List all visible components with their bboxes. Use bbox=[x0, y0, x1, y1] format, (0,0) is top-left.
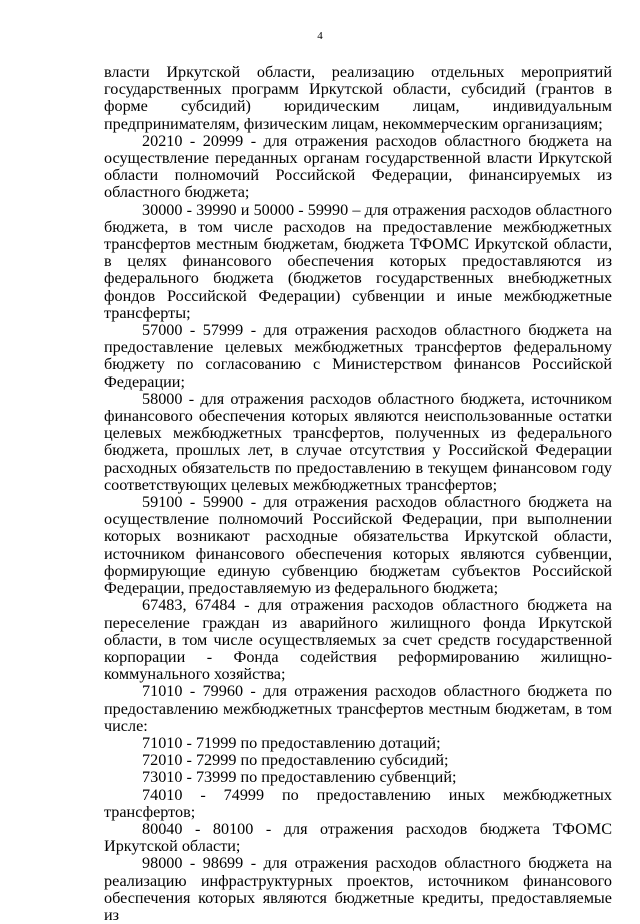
paragraph: 67483, 67484 - для отражения расходов областного бюджета на переселение граждан из аварийного жилищного фонда Иркутской области, в том числе осуществляемых за счет средств государственной корпорации - Фонда содействия реформированию жилищно-коммунального хозяйства; bbox=[104, 596, 612, 684]
paragraph: 20210 - 20999 - для отражения расходов областного бюджета на осуществление переданных органам государственной власти Иркутской области полномочий Российской Федерации, финансируемых из областного бюджета; bbox=[104, 131, 612, 202]
paragraph: власти Иркутской области, реализацию отдельных мероприятий государственных программ Иркутской области, субсидий (грантов в форме субсидий) юридическим лицам, индивидуальным предпринимателям, физическим лицам, некоммерческим организациям; bbox=[104, 63, 612, 133]
paragraph: 71010 - 79960 - для отражения расходов областного бюджета по предоставлению межбюджетных трансфертов местным бюджетам, в том числе: bbox=[104, 682, 612, 735]
list-item: 72010 - 72999 по предоставлению субсидий; bbox=[142, 751, 449, 770]
list-item: 73010 - 73999 по предоставлению субвенций; bbox=[142, 768, 457, 787]
paragraph: 57000 - 57999 - для отражения расходов областного бюджета на предоставление целевых межбюджетных трансфертов федеральному бюджету по согласованию с Министерством финансов Российской Федерации; bbox=[104, 321, 612, 391]
paragraph: 30000 - 39990 и 50000 - 59990 – для отражения расходов областного бюджета, в том числе расходов на предоставление межбюджетных трансфертов местным бюджетам, бюджета ТФОМС Иркутской области, в целях финансового обеспечения которых предоставляются из федерального бюджета (бюджетов государственных внебюджетных фондов Российской Федерации) субвенции и иные межбюджетные трансферты; bbox=[104, 200, 612, 322]
list-item: 71010 - 71999 по предоставлению дотаций; bbox=[142, 733, 441, 752]
body-text bbox=[104, 64, 612, 924]
page-number: 4 bbox=[317, 30, 323, 42]
paragraph: 80040 - 80100 - для отражения расходов бюджета ТФОМС Иркутской области; bbox=[104, 819, 612, 856]
paragraph: 59100 - 59900 - для отражения расходов областного бюджета на осуществление полномочий Российской Федерации, при выполнении которых возникают расходные обязательства Иркутской области, источником финансового обеспечения которых являются субвенции, формирующие единую субвенцию бюджетам субъектов Российской Федерации, предоставляемую из федерального бюджета; bbox=[104, 493, 612, 598]
list-item: 74010 - 74999 по предоставлению иных межбюджетных трансфертов; bbox=[104, 785, 612, 821]
paragraph: 58000 - для отражения расходов областного бюджета, источником финансового обеспечения которых являются неиспользованные остатки целевых межбюджетных трансфертов, полученных из федерального бюджета, прошлых лет, в случае отсутствия у Российской Федерации расходных обязательств по предоставлению в текущем финансовом году соответствующих целевых межбюджетных трансфертов; bbox=[104, 389, 612, 494]
paragraph: 98000 - 98699 - для отражения расходов областного бюджета на реализацию инфраструктурных проектов, источником финансового обеспечения которых являются бюджетные кредиты, предоставляемые из bbox=[104, 854, 612, 924]
